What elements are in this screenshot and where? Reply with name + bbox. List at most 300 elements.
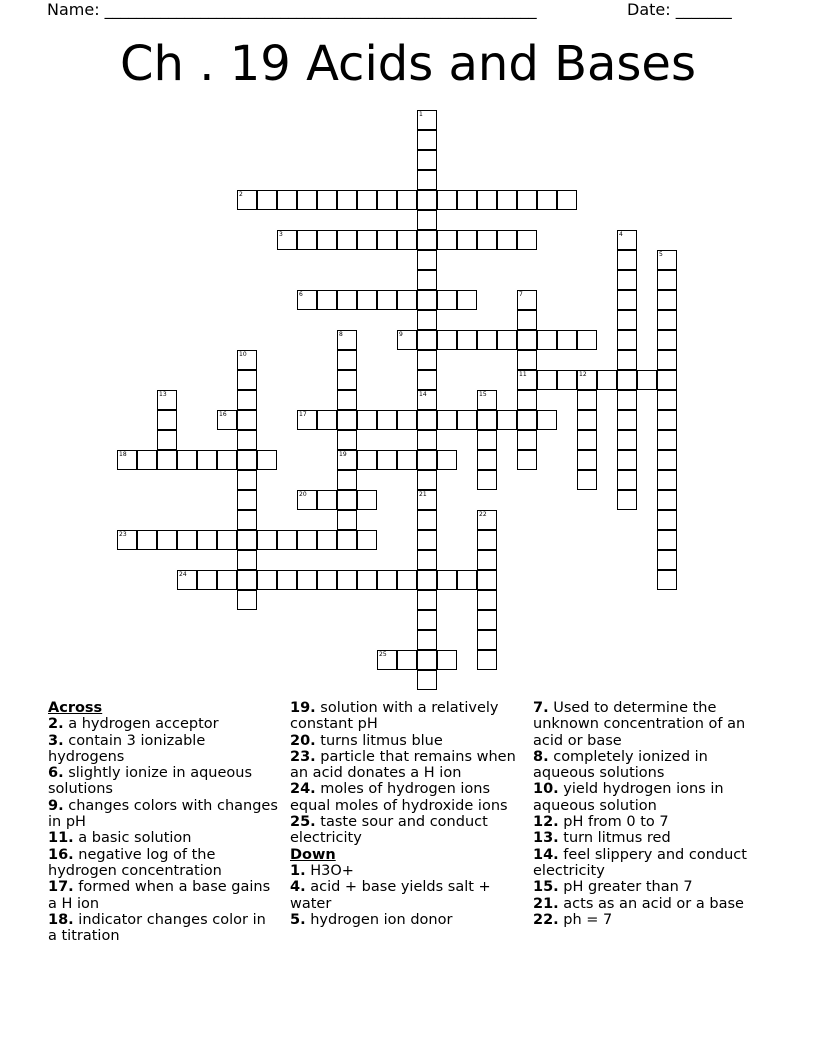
grid-cell[interactable] — [337, 370, 357, 390]
clue-item — [290, 700, 520, 733]
grid-cell[interactable] — [157, 390, 177, 410]
grid-cell[interactable] — [417, 470, 437, 490]
grid-cell[interactable] — [537, 190, 557, 210]
grid-cell[interactable] — [237, 470, 257, 490]
grid-cell[interactable] — [617, 470, 637, 490]
grid-cell[interactable] — [417, 530, 437, 550]
grid-cell[interactable] — [337, 450, 357, 470]
clue-number: 8. — [533, 748, 549, 765]
grid-cell[interactable] — [497, 330, 517, 350]
grid-cell[interactable] — [417, 650, 437, 670]
grid-cell[interactable] — [477, 390, 497, 410]
grid-cell[interactable] — [417, 630, 437, 650]
grid-cell[interactable] — [457, 330, 477, 350]
clue-item — [533, 781, 763, 814]
clue-text: a basic solution — [73, 830, 192, 847]
clue-number: 4. — [290, 879, 306, 896]
grid-cell[interactable] — [477, 470, 497, 490]
clue-item — [48, 847, 278, 880]
clue-number: 25. — [290, 814, 316, 831]
clue-number: 14. — [533, 846, 559, 863]
grid-cell[interactable] — [317, 190, 337, 210]
grid-cell[interactable] — [337, 570, 357, 590]
grid-cell[interactable] — [397, 290, 417, 310]
grid-cell[interactable] — [437, 450, 457, 470]
grid-cell[interactable] — [357, 230, 377, 250]
grid-cell[interactable] — [577, 450, 597, 470]
grid-cell[interactable] — [277, 230, 297, 250]
grid-cell[interactable] — [477, 610, 497, 630]
grid-cell[interactable] — [357, 490, 377, 510]
clue-item — [48, 733, 278, 766]
grid-cell[interactable] — [337, 330, 357, 350]
grid-cell[interactable] — [417, 230, 437, 250]
grid-cell[interactable] — [337, 410, 357, 430]
grid-cell[interactable] — [417, 290, 437, 310]
grid-cell[interactable] — [517, 370, 537, 390]
clue-number-label: 11 — [519, 371, 527, 378]
grid-cell[interactable] — [617, 430, 637, 450]
grid-cell[interactable] — [657, 450, 677, 470]
clue-item — [533, 896, 763, 912]
clue-item — [48, 830, 278, 846]
grid-cell[interactable] — [177, 530, 197, 550]
grid-cell[interactable] — [417, 350, 437, 370]
grid-cell[interactable] — [257, 570, 277, 590]
grid-cell[interactable] — [237, 350, 257, 370]
grid-cell[interactable] — [417, 390, 437, 410]
grid-cell[interactable] — [577, 410, 597, 430]
grid-cell[interactable] — [297, 530, 317, 550]
clue-number: 20. — [290, 732, 316, 749]
grid-cell[interactable] — [477, 510, 497, 530]
grid-cell[interactable] — [477, 330, 497, 350]
grid-cell[interactable] — [257, 190, 277, 210]
grid-cell[interactable] — [157, 530, 177, 550]
grid-cell[interactable] — [357, 570, 377, 590]
grid-cell[interactable] — [657, 350, 677, 370]
clue-number: 12. — [533, 814, 559, 831]
date-field[interactable]: Date: _______ — [627, 0, 732, 19]
grid-cell[interactable] — [417, 430, 437, 450]
grid-cell[interactable] — [437, 190, 457, 210]
clue-number-label: 19 — [339, 451, 347, 458]
grid-cell[interactable] — [337, 430, 357, 450]
clue-text: hydrogen ion donor — [305, 911, 453, 928]
grid-cell[interactable] — [317, 290, 337, 310]
grid-cell[interactable] — [657, 410, 677, 430]
grid-cell[interactable] — [417, 590, 437, 610]
grid-cell[interactable] — [417, 610, 437, 630]
clue-number: 10. — [533, 781, 559, 798]
clue-column-3 — [533, 700, 763, 928]
grid-cell[interactable] — [517, 350, 537, 370]
grid-cell[interactable] — [237, 410, 257, 430]
clue-text: acts as an acid or a base — [558, 895, 744, 912]
grid-cell[interactable] — [617, 230, 637, 250]
clue-number: 1. — [290, 862, 306, 879]
grid-cell[interactable] — [277, 570, 297, 590]
grid-cell[interactable] — [397, 190, 417, 210]
grid-cell[interactable] — [437, 570, 457, 590]
grid-cell[interactable] — [517, 290, 537, 310]
grid-cell[interactable] — [397, 230, 417, 250]
clue-text: a hydrogen acceptor — [63, 716, 219, 733]
clue-item — [290, 912, 520, 928]
grid-cell[interactable] — [477, 550, 497, 570]
grid-cell[interactable] — [617, 390, 637, 410]
grid-cell[interactable] — [237, 450, 257, 470]
grid-cell[interactable] — [477, 230, 497, 250]
grid-cell[interactable] — [577, 330, 597, 350]
grid-cell[interactable] — [417, 110, 437, 130]
clue-text: indicator changes color in a titration — [48, 911, 266, 945]
grid-cell[interactable] — [517, 430, 537, 450]
grid-cell[interactable] — [237, 530, 257, 550]
grid-cell[interactable] — [237, 190, 257, 210]
clue-number-label: 20 — [299, 491, 307, 498]
grid-cell[interactable] — [257, 530, 277, 550]
down-clue-list-continued — [533, 700, 763, 928]
grid-cell[interactable] — [237, 510, 257, 530]
clue-number-label: 24 — [179, 571, 187, 578]
grid-cell[interactable] — [477, 430, 497, 450]
grid-cell[interactable] — [517, 330, 537, 350]
clue-number-label: 22 — [479, 511, 487, 518]
clue-text: Used to determine the unknown concentration of an acid or base — [533, 700, 746, 749]
grid-cell[interactable] — [417, 170, 437, 190]
clue-number: 9. — [48, 797, 64, 814]
grid-cell[interactable] — [357, 450, 377, 470]
clue-item — [290, 781, 520, 814]
grid-cell[interactable] — [317, 570, 337, 590]
grid-cell[interactable] — [157, 430, 177, 450]
grid-cell[interactable] — [477, 590, 497, 610]
grid-cell[interactable] — [337, 350, 357, 370]
grid-cell[interactable] — [517, 310, 537, 330]
grid-cell[interactable] — [217, 530, 237, 550]
clue-number-label: 14 — [419, 391, 427, 398]
clue-number: 16. — [48, 846, 74, 863]
grid-cell[interactable] — [557, 370, 577, 390]
grid-cell[interactable] — [657, 390, 677, 410]
grid-cell[interactable] — [577, 390, 597, 410]
grid-cell[interactable] — [477, 630, 497, 650]
grid-cell[interactable] — [657, 470, 677, 490]
grid-cell[interactable] — [277, 190, 297, 210]
clue-number-label: 10 — [239, 351, 247, 358]
grid-cell[interactable] — [417, 570, 437, 590]
clue-item — [533, 830, 763, 846]
grid-cell[interactable] — [477, 190, 497, 210]
grid-cell[interactable] — [377, 650, 397, 670]
grid-cell[interactable] — [457, 190, 477, 210]
grid-cell[interactable] — [397, 330, 417, 350]
clue-item — [533, 814, 763, 830]
grid-cell[interactable] — [217, 570, 237, 590]
grid-cell[interactable] — [657, 370, 677, 390]
grid-cell[interactable] — [417, 310, 437, 330]
clue-number-label: 13 — [159, 391, 167, 398]
grid-cell[interactable] — [397, 650, 417, 670]
grid-cell[interactable] — [517, 410, 537, 430]
clue-number-label: 6 — [299, 291, 303, 298]
grid-cell[interactable] — [297, 290, 317, 310]
clue-number-label: 2 — [239, 191, 243, 198]
clue-number: 22. — [533, 911, 559, 928]
grid-cell[interactable] — [497, 190, 517, 210]
grid-cell[interactable] — [417, 330, 437, 350]
grid-cell[interactable] — [277, 530, 297, 550]
clue-number-label: 7 — [519, 291, 523, 298]
name-field[interactable]: Name: ______________________________________________________ — [47, 0, 537, 19]
clue-item — [48, 765, 278, 798]
grid-cell[interactable] — [437, 330, 457, 350]
grid-cell[interactable] — [237, 590, 257, 610]
grid-cell[interactable] — [417, 190, 437, 210]
grid-cell[interactable] — [617, 270, 637, 290]
grid-cell[interactable] — [617, 450, 637, 470]
clue-item — [48, 879, 278, 912]
grid-cell[interactable] — [237, 490, 257, 510]
grid-cell[interactable] — [337, 290, 357, 310]
grid-cell[interactable] — [417, 210, 437, 230]
grid-cell[interactable] — [377, 410, 397, 430]
grid-cell[interactable] — [657, 310, 677, 330]
grid-cell[interactable] — [657, 550, 677, 570]
grid-cell[interactable] — [617, 330, 637, 350]
grid-cell[interactable] — [297, 410, 317, 430]
grid-cell[interactable] — [257, 450, 277, 470]
grid-cell[interactable] — [337, 530, 357, 550]
grid-cell[interactable] — [157, 450, 177, 470]
clue-number: 11. — [48, 830, 74, 847]
grid-cell[interactable] — [417, 450, 437, 470]
grid-cell[interactable] — [657, 330, 677, 350]
grid-cell[interactable] — [657, 430, 677, 450]
grid-cell[interactable] — [577, 430, 597, 450]
grid-cell[interactable] — [117, 450, 137, 470]
grid-cell[interactable] — [397, 450, 417, 470]
grid-cell[interactable] — [477, 410, 497, 430]
grid-cell[interactable] — [117, 530, 137, 550]
grid-cell[interactable] — [197, 570, 217, 590]
grid-cell[interactable] — [517, 190, 537, 210]
grid-cell[interactable] — [157, 410, 177, 430]
clue-text: particle that remains when an acid donates a H ion — [290, 748, 516, 782]
grid-cell[interactable] — [537, 370, 557, 390]
clue-text: taste sour and conduct electricity — [290, 814, 488, 847]
grid-cell[interactable] — [657, 270, 677, 290]
grid-cell[interactable] — [217, 410, 237, 430]
grid-cell[interactable] — [597, 370, 617, 390]
clue-number: 24. — [290, 781, 316, 798]
clue-item — [290, 749, 520, 782]
across-clue-list — [48, 716, 278, 944]
grid-cell[interactable] — [617, 350, 637, 370]
grid-cell[interactable] — [417, 670, 437, 690]
grid-cell[interactable] — [317, 410, 337, 430]
grid-cell[interactable] — [437, 290, 457, 310]
clue-item — [533, 700, 763, 749]
grid-cell[interactable] — [377, 290, 397, 310]
clue-number-label: 12 — [579, 371, 587, 378]
grid-cell[interactable] — [517, 390, 537, 410]
grid-cell[interactable] — [617, 490, 637, 510]
grid-cell[interactable] — [377, 190, 397, 210]
down-clue-list — [290, 863, 520, 928]
grid-cell[interactable] — [417, 410, 437, 430]
grid-cell[interactable] — [397, 570, 417, 590]
clue-text: turns litmus blue — [315, 732, 443, 749]
grid-cell[interactable] — [397, 410, 417, 430]
clue-item — [48, 912, 278, 945]
clue-number: 3. — [48, 732, 64, 749]
grid-cell[interactable] — [537, 330, 557, 350]
grid-cell[interactable] — [237, 370, 257, 390]
page-title: Ch . 19 Acids and Bases — [120, 36, 696, 92]
grid-cell[interactable] — [537, 410, 557, 430]
grid-cell[interactable] — [657, 290, 677, 310]
grid-cell[interactable] — [357, 190, 377, 210]
grid-cell[interactable] — [457, 570, 477, 590]
clue-number: 15. — [533, 879, 559, 896]
grid-cell[interactable] — [317, 530, 337, 550]
across-clue-list-continued — [290, 700, 520, 847]
grid-cell[interactable] — [657, 530, 677, 550]
grid-cell[interactable] — [657, 250, 677, 270]
grid-cell[interactable] — [617, 370, 637, 390]
grid-cell[interactable] — [577, 370, 597, 390]
grid-cell[interactable] — [477, 650, 497, 670]
grid-cell[interactable] — [357, 290, 377, 310]
grid-cell[interactable] — [417, 490, 437, 510]
grid-cell[interactable] — [417, 130, 437, 150]
grid-cell[interactable] — [617, 310, 637, 330]
grid-cell[interactable] — [137, 450, 157, 470]
grid-cell[interactable] — [437, 650, 457, 670]
grid-cell[interactable] — [417, 250, 437, 270]
grid-cell[interactable] — [237, 570, 257, 590]
grid-cell[interactable] — [377, 230, 397, 250]
grid-cell[interactable] — [477, 570, 497, 590]
across-heading: Across — [48, 700, 103, 716]
grid-cell[interactable] — [137, 530, 157, 550]
clue-number: 17. — [48, 879, 74, 896]
grid-cell[interactable] — [177, 570, 197, 590]
clue-text: completely ionized in aqueous solutions — [533, 748, 708, 782]
grid-cell[interactable] — [617, 250, 637, 270]
clue-text: changes colors with changes in pH — [48, 797, 278, 831]
grid-cell[interactable] — [297, 190, 317, 210]
grid-cell[interactable] — [457, 230, 477, 250]
clue-number: 7. — [533, 700, 549, 716]
grid-cell[interactable] — [377, 570, 397, 590]
grid-cell[interactable] — [417, 510, 437, 530]
clue-item — [48, 716, 278, 732]
grid-cell[interactable] — [237, 390, 257, 410]
clue-item — [533, 912, 763, 928]
grid-cell[interactable] — [497, 230, 517, 250]
grid-cell[interactable] — [177, 450, 197, 470]
grid-cell[interactable] — [617, 410, 637, 430]
grid-cell[interactable] — [237, 430, 257, 450]
clue-number-label: 5 — [659, 251, 663, 258]
grid-cell[interactable] — [297, 230, 317, 250]
clue-number-label: 1 — [419, 111, 423, 118]
clue-number: 18. — [48, 911, 74, 928]
grid-cell[interactable] — [237, 550, 257, 570]
grid-cell[interactable] — [357, 530, 377, 550]
clue-number: 13. — [533, 830, 559, 847]
grid-cell[interactable] — [457, 290, 477, 310]
grid-cell[interactable] — [337, 390, 357, 410]
grid-cell[interactable] — [437, 230, 457, 250]
grid-cell[interactable] — [477, 530, 497, 550]
clue-item — [290, 814, 520, 847]
clue-number: 6. — [48, 765, 64, 782]
grid-cell[interactable] — [477, 450, 497, 470]
clue-text: feel slippery and conduct electricity — [533, 846, 747, 879]
grid-cell[interactable] — [297, 570, 317, 590]
grid-cell[interactable] — [657, 510, 677, 530]
grid-cell[interactable] — [337, 470, 357, 490]
grid-cell[interactable] — [497, 410, 517, 430]
clue-text: moles of hydrogen ions equal moles of hydroxide ions — [290, 781, 508, 814]
clue-column-2 — [290, 700, 520, 928]
grid-cell[interactable] — [297, 490, 317, 510]
grid-cell[interactable] — [557, 330, 577, 350]
clue-item — [533, 749, 763, 782]
grid-cell[interactable] — [617, 290, 637, 310]
grid-cell[interactable] — [517, 230, 537, 250]
clue-item — [533, 879, 763, 895]
grid-cell[interactable] — [417, 270, 437, 290]
grid-cell[interactable] — [197, 450, 217, 470]
grid-cell[interactable] — [317, 230, 337, 250]
clue-text: slightly ionize in aqueous solutions — [48, 765, 253, 798]
grid-cell[interactable] — [337, 190, 357, 210]
grid-cell[interactable] — [417, 550, 437, 570]
grid-cell[interactable] — [557, 190, 577, 210]
grid-cell[interactable] — [217, 450, 237, 470]
grid-cell[interactable] — [357, 410, 377, 430]
grid-cell[interactable] — [577, 470, 597, 490]
grid-cell[interactable] — [437, 410, 457, 430]
grid-cell[interactable] — [517, 450, 537, 470]
grid-cell[interactable] — [637, 370, 657, 390]
grid-cell[interactable] — [377, 450, 397, 470]
clue-number-label: 4 — [619, 231, 623, 238]
clue-number-label: 9 — [399, 331, 403, 338]
grid-cell[interactable] — [657, 490, 677, 510]
down-heading: Down — [290, 846, 336, 863]
grid-cell[interactable] — [657, 570, 677, 590]
grid-cell[interactable] — [417, 370, 437, 390]
clue-number: 21. — [533, 895, 559, 912]
grid-cell[interactable] — [197, 530, 217, 550]
grid-cell[interactable] — [337, 490, 357, 510]
grid-cell[interactable] — [337, 230, 357, 250]
grid-cell[interactable] — [457, 410, 477, 430]
grid-cell[interactable] — [417, 150, 437, 170]
clue-text: solution with a relatively constant pH — [290, 700, 499, 733]
clue-item — [533, 847, 763, 880]
clue-number: 5. — [290, 911, 306, 928]
clue-text: yield hydrogen ions in aqueous solution — [533, 781, 724, 814]
grid-cell[interactable] — [317, 490, 337, 510]
grid-cell[interactable] — [337, 510, 357, 530]
